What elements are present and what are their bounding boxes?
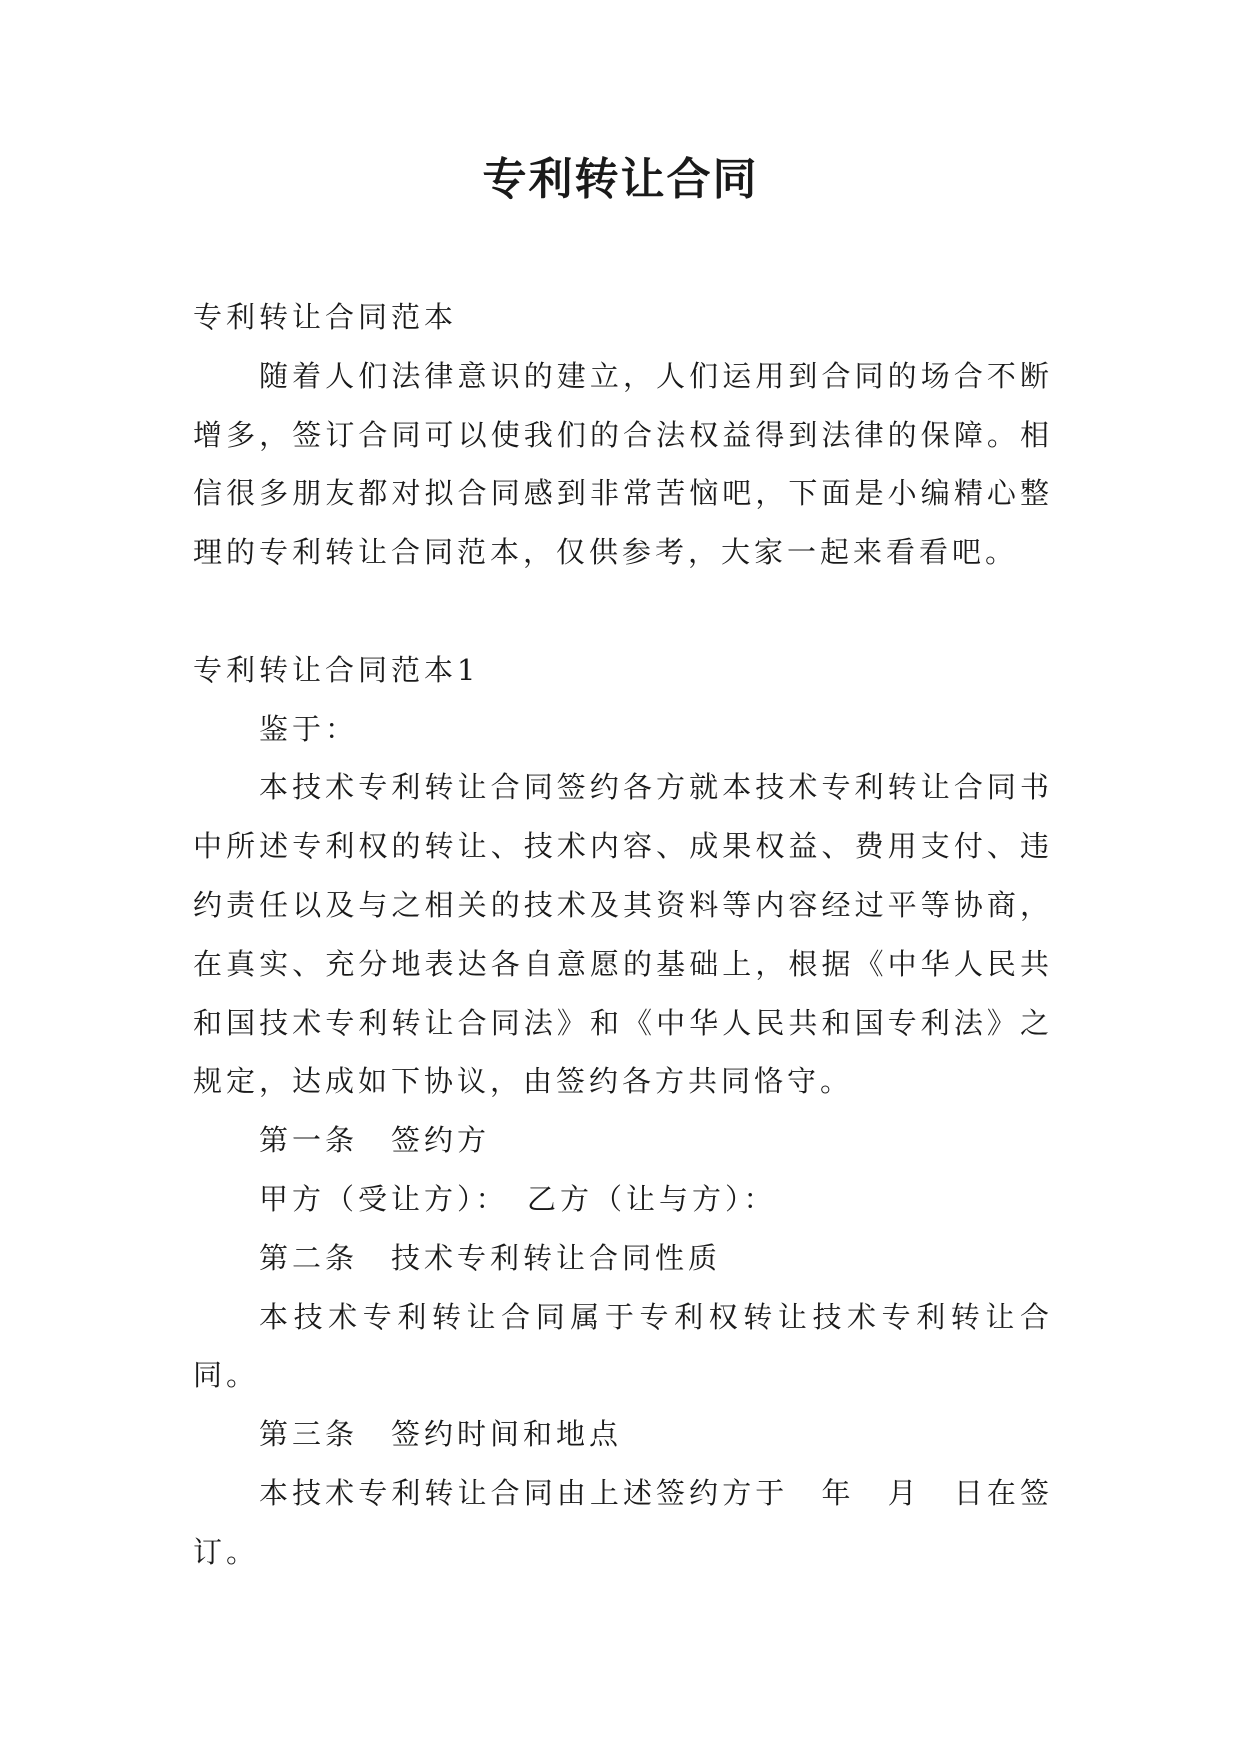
preamble-paragraph: 本技术专利转让合同签约各方就本技术专利转让合同书中所述专利权的转让、技术内容、成果权益、费用支付、违约责任以及与之相关的技术及其资料等内容经过平等协商，在真实、充分地表达各自意愿的基础上，根据《中华人民共和国技术专利转让合同法》和《中华人民共和国专利法》之规定，达成如下协议，由签约各方共同恪守。 xyxy=(193,770,1053,1099)
parties-line: 甲方（受让方）： 乙方（让与方）： xyxy=(259,1181,777,1216)
article-heading: 第一条 签约方 xyxy=(259,1123,491,1158)
article-heading: 第二条 技术专利转让合同性质 xyxy=(259,1240,722,1275)
article-paragraph: 本技术专利转让合同由上述签约方于 年 月 日在签订。 xyxy=(193,1475,1053,1569)
intro-paragraph: 随着人们法律意识的建立，人们运用到合同的场合不断增多，签订合同可以使我们的合法权益得到法律的保障。相信很多朋友都对拟合同感到非常苦恼吧，下面是小编精心整理的专利转让合同范本，仅供参考，大家一起来看看吧。 xyxy=(193,358,1053,570)
article-paragraph: 本技术专利转让合同属于专利权转让技术专利转让合同。 xyxy=(193,1299,1053,1393)
blank-line xyxy=(193,582,1053,641)
whereas-label: 鉴于： xyxy=(259,711,359,746)
document-body xyxy=(193,288,1053,1582)
section-heading: 专利转让合同范本 xyxy=(193,300,458,334)
article-heading: 第三条 签约时间和地点 xyxy=(259,1417,623,1452)
section-heading: 专利转让合同范本1 xyxy=(193,652,480,687)
document-title: 专利转让合同 xyxy=(482,154,759,205)
